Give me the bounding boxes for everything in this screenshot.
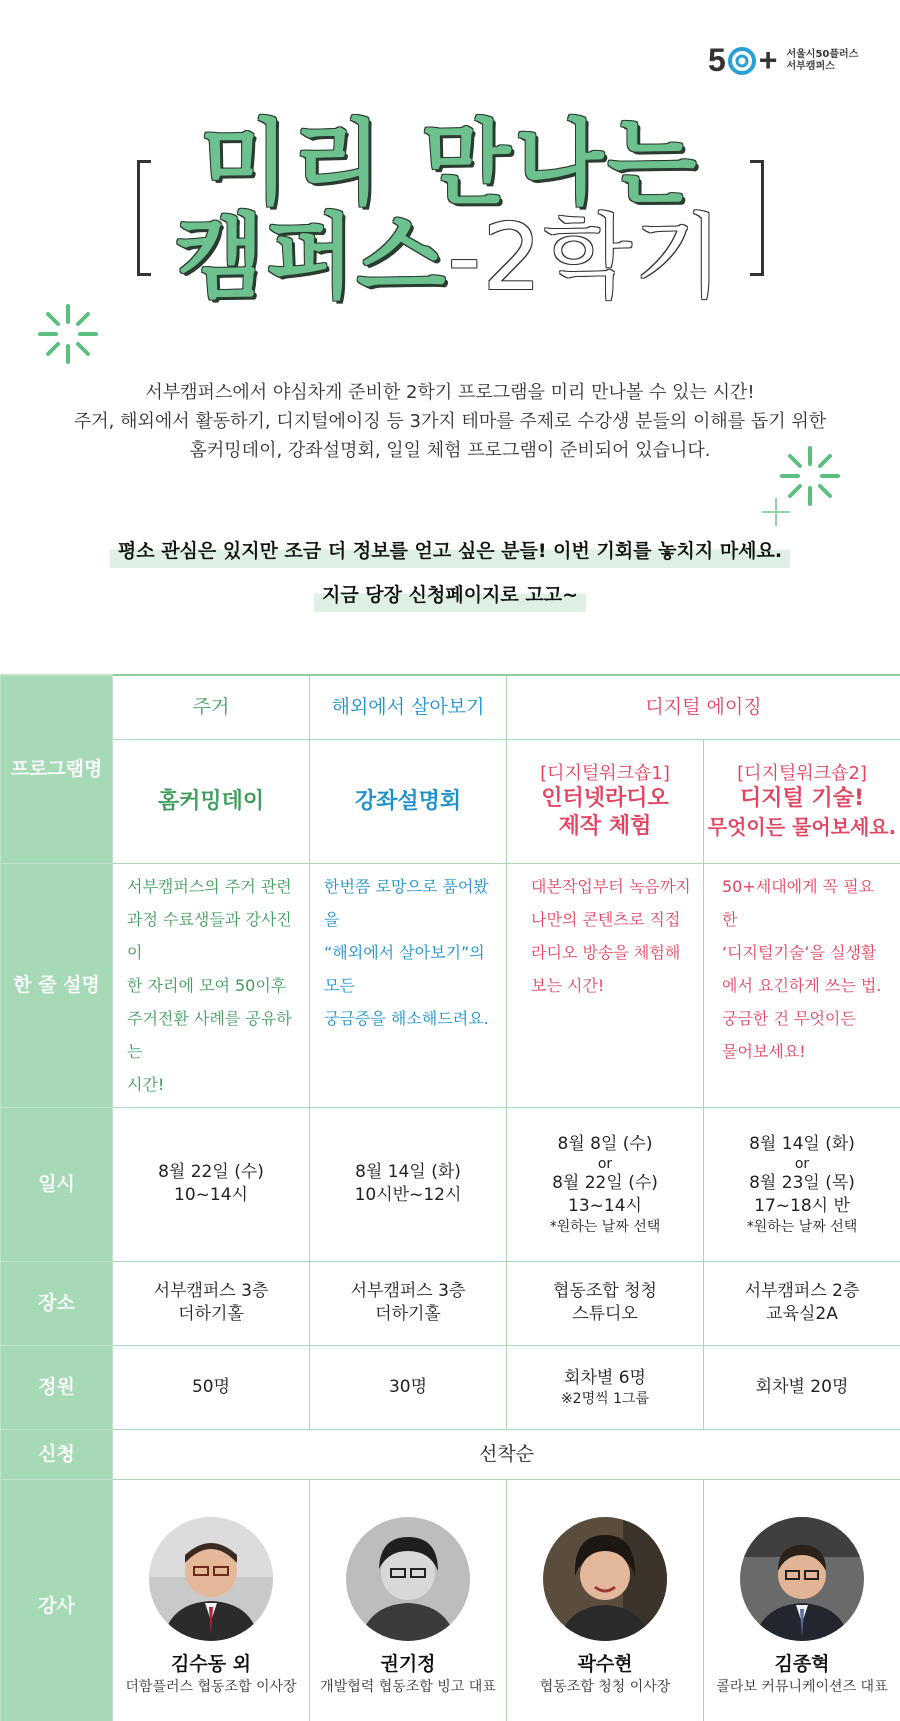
desc-line: 과정 수료생들과 강사진이 [127,909,292,962]
instructor-cell [113,1479,310,1721]
instructor-name: 김수동 외 [170,1652,252,1675]
table-row-capacity [1,1345,900,1429]
desc-line: 궁금한 건 무엇이든 [722,1008,856,1028]
or-label: or [597,1155,613,1172]
place-line: 협동조합 청청 [553,1281,657,1301]
logo-digit: 5 [708,42,725,78]
instructor-photo-avatar [149,1517,273,1641]
capacity-line: 회차별 6명 [564,1367,646,1388]
intro-line2: 주거, 해외에서 활동하기, 디지털에이징 등 3가지 테마를 주제로 수강생 분들의 이해를 돕기 위한 [73,411,827,432]
program-table [0,674,900,1721]
instructor-name: 곽수현 [577,1652,633,1675]
date-line: 8월 23일 (목) [749,1172,855,1193]
program-name-line1: 인터넷라디오 [541,785,669,811]
logo-ring-icon [727,46,757,76]
instructor-photo-avatar [543,1517,667,1641]
capacity-homecoming: 50명 [113,1345,310,1429]
desc-homecoming [113,863,310,1107]
instructor-cell [704,1479,900,1721]
campus-logo[interactable] [708,42,858,79]
desc-line: ‘디지털기술’을 실생활 [722,942,877,962]
program-homecoming: 홈커밍데이 [113,739,310,863]
desc-line: “해외에서 살아보기”의 모든 [324,942,485,995]
program-digital-qa-workshop [704,739,900,863]
desc-line: 한 자리에 모여 50이후 [127,975,287,995]
desc-line: 주거전환 사례를 공유하는 [127,1008,292,1061]
desc-line: 한번쯤 로망으로 품어봤을 [324,876,489,929]
date-radio-workshop [507,1107,704,1261]
place-digital-qa-workshop [704,1261,900,1345]
program-info-session: 강좌설명회 [310,739,507,863]
instructor-cell [507,1479,704,1721]
place-line: 서부캠퍼스 2층 [744,1281,860,1301]
desc-line: 라디오 방송을 체험해 [531,942,681,962]
intro-line3: 홈커밍데이, 강좌설명회, 일일 체험 프로그램이 준비되어 있습니다. [189,440,711,461]
row-header-date: 일시 [1,1107,113,1261]
date-line: 8월 22일 (수) [158,1162,264,1182]
table-row-apply [1,1429,900,1479]
table-row-places [1,1261,900,1345]
table-row-dates [1,1107,900,1261]
place-line: 더하기홀 [375,1304,441,1324]
program-radio-workshop [507,739,704,863]
place-homecoming [113,1261,310,1345]
desc-line: 보는 시간! [531,975,605,995]
row-header-place: 장소 [1,1261,113,1345]
logo-text [786,49,858,73]
theme-overseas: 해외에서 살아보기 [310,675,507,739]
place-line: 서부캠퍼스 3층 [350,1281,466,1301]
place-line: 교육실2A [766,1304,838,1324]
row-header-apply: 신청 [1,1429,113,1479]
row-header-capacity: 정원 [1,1345,113,1429]
logo-mark [708,42,776,79]
program-name-line2: 제작 체험 [558,813,652,839]
desc-line: 시간! [127,1074,165,1094]
page-title-line2 [0,204,900,311]
date-line: 8월 14일 (화) [749,1133,855,1154]
desc-line: 서부캠퍼스의 주거 관련 [127,876,292,896]
instructor-role: 개발협력 협동조합 빙고 대표 [320,1678,496,1695]
logo-line2: 서부캠퍼스 [786,60,835,72]
desc-line: 물어보세요! [722,1041,806,1061]
time-line: 10시반~12시 [354,1185,462,1205]
time-line: 17~18시 반 [754,1195,850,1216]
table-row-instructors [1,1479,900,1721]
instructor-name: 김종혁 [774,1652,830,1675]
logo-line1: 서울시50플러스 [786,48,859,60]
desc-line: 나만의 콘텐츠로 직접 [531,909,681,929]
date-line: 8월 14일 (화) [355,1162,461,1182]
capacity-radio-workshop [507,1345,704,1429]
desc-digital-qa-workshop [704,863,900,1107]
time-line: 13~14시 [568,1195,642,1216]
desc-line: 에서 요긴하게 쓰는 법. [722,975,882,995]
title-outline-part: -2학기 [447,204,726,311]
desc-line: 50+세대에게 꼭 필요한 [722,876,875,929]
table-row-themes [1,675,900,739]
highlight-line1: 평소 관심은 있지만 조금 더 정보를 얻고 싶은 분들! 이번 기회를 놓치지 마세요. [110,534,790,568]
small-plus-icon [760,496,792,528]
page-title-line1: 미리 만나는 [199,110,701,217]
date-line: 8월 8일 (수) [557,1133,653,1154]
theme-digital-aging: 디지털 에이징 [507,675,900,739]
table-row-descriptions [1,863,900,1107]
row-header-desc: 한 줄 설명 [1,863,113,1107]
capacity-note: ※2명씩 1그룹 [560,1390,650,1407]
capacity-digital-qa-workshop: 회차별 20명 [704,1345,900,1429]
instructor-role: 협동조합 청청 이사장 [539,1678,671,1695]
desc-line: 궁금증을 해소해드려요. [324,1008,489,1028]
program-name-line1: 디지털 기술! [740,785,864,811]
capacity-info-session: 30명 [310,1345,507,1429]
title-green-part: 캠퍼스 [174,204,448,311]
date-digital-qa-workshop [704,1107,900,1261]
instructor-name: 권기정 [380,1652,436,1675]
desc-line: 대본작업부터 녹음까지 [531,876,691,896]
row-header-program: 프로그램명 [1,675,113,863]
time-line: 10~14시 [174,1185,248,1205]
desc-info-session [310,863,507,1107]
date-homecoming [113,1107,310,1261]
date-line: 8월 22일 (수) [552,1172,658,1193]
place-line: 서부캠퍼스 3층 [153,1281,269,1301]
or-label: or [794,1155,810,1172]
sparkle-icon [36,302,100,366]
place-line: 스튜디오 [572,1304,638,1324]
logo-plus: + [758,42,777,78]
place-radio-workshop [507,1261,704,1345]
intro-line1: 서부캠퍼스에서 야심차게 준비한 2학기 프로그램을 미리 만나볼 수 있는 시간! [145,382,755,403]
row-header-instructor: 강사 [1,1479,113,1721]
date-note: *원하는 날짜 선택 [746,1218,858,1235]
highlight-message [0,534,900,622]
table-row-programs [1,739,900,863]
apply-method: 선착순 [113,1429,900,1479]
highlight-line2: 지금 당장 신청페이지로 고고~ [314,578,586,612]
instructor-role: 더함플러스 협동조합 이사장 [125,1678,297,1695]
instructor-photo-avatar [346,1517,470,1641]
date-note: *원하는 날짜 선택 [549,1218,661,1235]
program-tag: [디지털워크숍2] [737,762,867,784]
desc-radio-workshop [507,863,704,1107]
instructor-cell [310,1479,507,1721]
instructor-photo-avatar [740,1517,864,1641]
intro-text [0,378,900,465]
date-info-session [310,1107,507,1261]
place-line: 더하기홀 [178,1304,244,1324]
theme-housing: 주거 [113,675,310,739]
place-info-session [310,1261,507,1345]
instructor-role: 콜라보 커뮤니케이션즈 대표 [716,1678,888,1695]
program-name-line2: 무엇이든 물어보세요. [707,814,897,839]
program-tag: [디지털워크숍1] [540,762,670,784]
